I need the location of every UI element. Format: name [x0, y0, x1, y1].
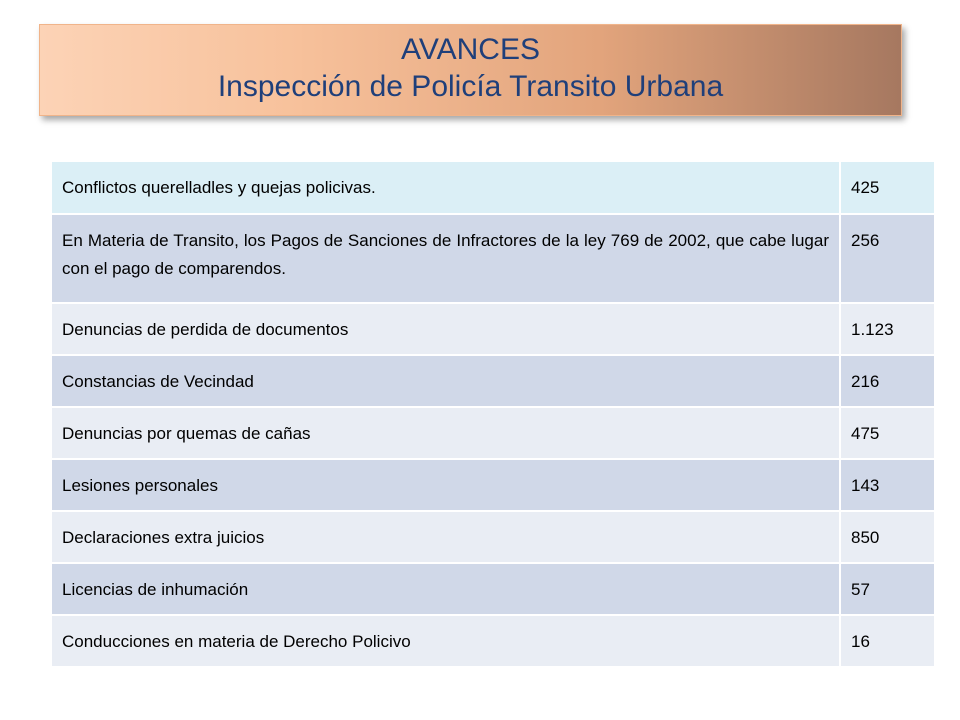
row-description: Declaraciones extra juicios — [52, 511, 840, 563]
table-row — [52, 214, 934, 303]
results-table — [52, 162, 934, 668]
row-description: Denuncias de perdida de documentos — [52, 303, 840, 355]
row-value: 425 — [840, 162, 934, 214]
row-description: Denuncias por quemas de cañas — [52, 407, 840, 459]
row-value: 1.123 — [840, 303, 934, 355]
row-value: 850 — [840, 511, 934, 563]
slide-title-box — [39, 24, 902, 116]
row-description: Constancias de Vecindad — [52, 355, 840, 407]
row-value: 475 — [840, 407, 934, 459]
row-value: 57 — [840, 563, 934, 615]
row-description: Lesiones personales — [52, 459, 840, 511]
row-description: Licencias de inhumación — [52, 563, 840, 615]
row-value: 143 — [840, 459, 934, 511]
row-description: En Materia de Transito, los Pagos de Sanciones de Infractores de la ley 769 de 2002, que cabe lugar con el pago de comparendos. — [52, 214, 840, 303]
row-value: 256 — [840, 214, 934, 303]
table-row — [52, 511, 934, 563]
table-row — [52, 355, 934, 407]
table-row — [52, 563, 934, 615]
slide-subtitle: Inspección de Policía Transito Urbana — [217, 70, 724, 103]
table-row — [52, 303, 934, 355]
row-description: Conflictos querelladles y quejas policivas. — [52, 162, 840, 214]
row-description: Conducciones en materia de Derecho Policivo — [52, 615, 840, 667]
table-row — [52, 407, 934, 459]
table-row — [52, 615, 934, 667]
row-value: 216 — [840, 355, 934, 407]
slide-title: AVANCES — [401, 33, 540, 66]
table-row — [52, 162, 934, 214]
row-value: 16 — [840, 615, 934, 667]
table-row — [52, 459, 934, 511]
